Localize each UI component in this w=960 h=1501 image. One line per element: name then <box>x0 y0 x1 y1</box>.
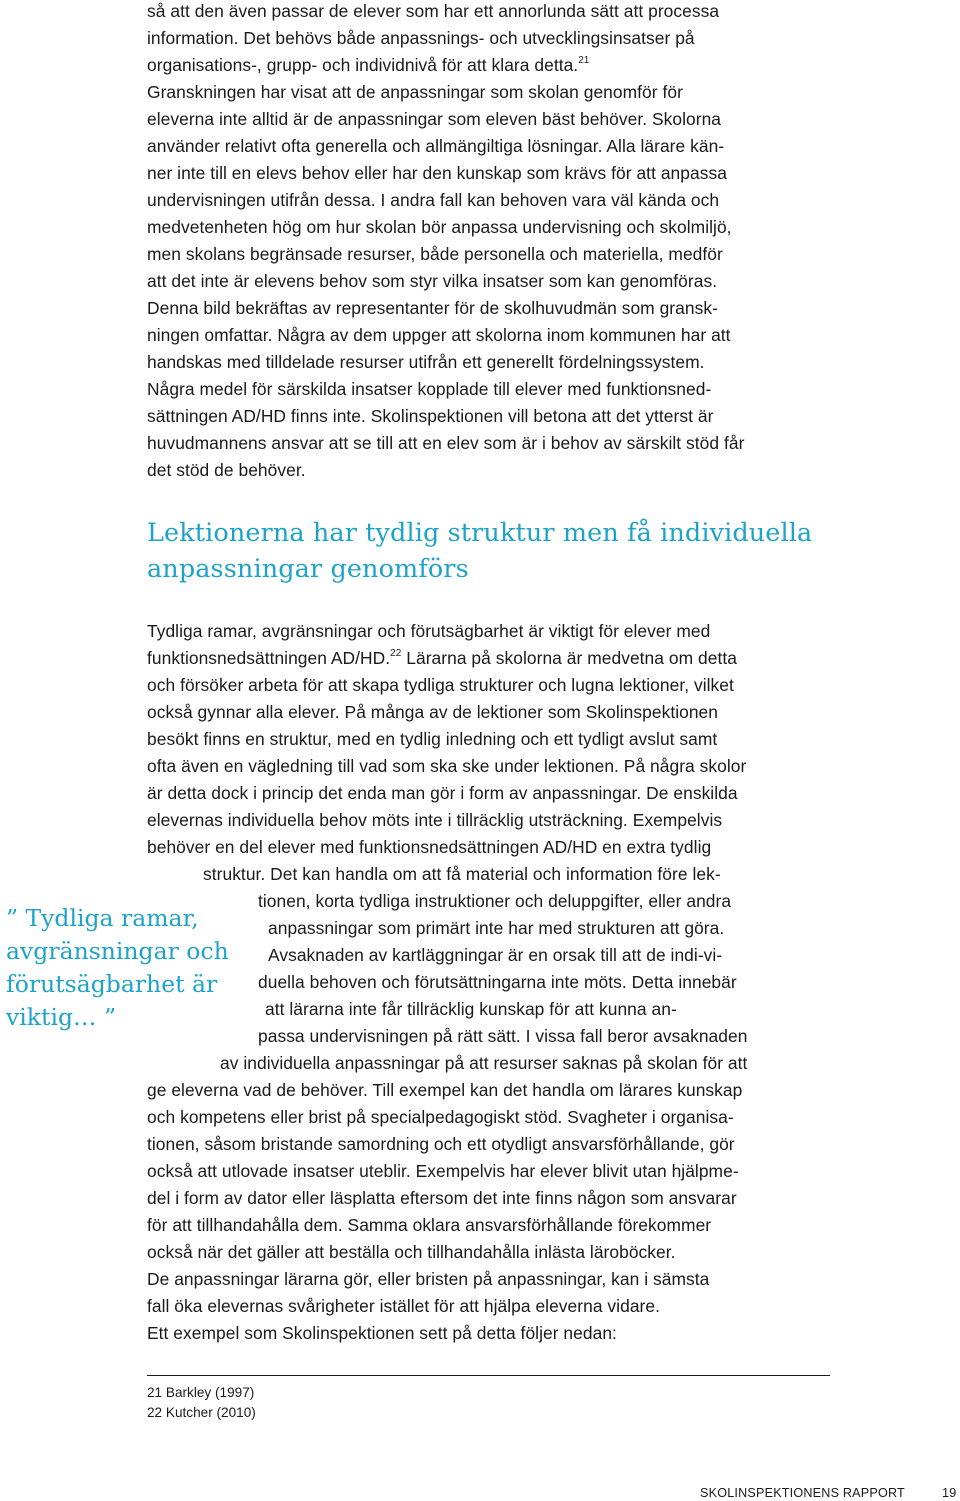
line-text: att lärarna inte får tillräcklig kunskap för att kunna an- <box>265 999 677 1019</box>
line-text: information. Det behövs både anpassnings- och utvecklingsinsatser på <box>147 28 695 48</box>
line-text: använder relativt ofta generella och allmängiltiga lösningar. Alla lärare kän- <box>147 136 725 156</box>
line-text: De anpassningar lärarna gör, eller bristen på anpassningar, kan i sämsta <box>147 1269 710 1289</box>
text-line <box>147 25 695 52</box>
text-line <box>147 457 306 484</box>
pull-quote-line: förutsägbarhet är <box>6 970 218 998</box>
line-text: också när det gäller att beställa och tillhandahålla inlästa läroböcker. <box>147 1242 676 1262</box>
line-text: Ett exempel som Skolinspektionen sett på detta följer nedan: <box>147 1323 617 1343</box>
line-text: Några medel för särskilda insatser kopplade till elever med funktionsned- <box>147 379 712 399</box>
line-text: ofta även en vägledning till vad som ska ske under lektionen. På några skolor <box>147 756 747 776</box>
pull-quote-line: viktig… ” <box>6 1003 117 1031</box>
line-text: fall öka elevernas svårigheter istället för att hjälpa eleverna vidare. <box>147 1296 660 1316</box>
line-text: men skolans begränsade resurser, både personella och materiella, medför <box>147 244 723 264</box>
text-line <box>147 780 738 807</box>
text-line <box>147 1320 617 1347</box>
text-line <box>147 295 718 322</box>
text-line <box>147 403 713 430</box>
text-line <box>147 753 746 780</box>
text-line <box>147 726 717 753</box>
footnote-22: 22 Kutcher (2010) <box>147 1405 256 1420</box>
line-text: och försöker arbeta för att skapa tydliga strukturer och lugna lektioner, vilket <box>147 675 734 695</box>
line-text: är detta dock i princip det enda man gör i form av anpassningar. De enskilda <box>147 783 738 803</box>
text-line <box>147 699 718 726</box>
text-line <box>147 376 711 403</box>
line-text: tionen, såsom bristande samordning och ett otydligt ansvarsförhållande, gör <box>147 1134 735 1154</box>
footnote-ref: 22 <box>390 648 402 660</box>
text-line <box>147 322 731 349</box>
text-line <box>147 1104 734 1131</box>
line-text: anpassningar som primärt inte har med strukturen att göra. <box>268 918 725 938</box>
text-line <box>265 996 677 1023</box>
line-text: sättningen AD/HD finns inte. Skolinspektionen vill betona att det ytterst är <box>147 406 714 426</box>
line-text: besökt finns en struktur, med en tydlig inledning och ett tydligt avslut samt <box>147 729 718 749</box>
text-line <box>147 1077 742 1104</box>
text-line <box>147 1185 737 1212</box>
text-line <box>147 1131 735 1158</box>
footnote-ref: 21 <box>578 55 590 67</box>
text-line <box>147 268 717 295</box>
footnote-divider <box>147 1375 830 1376</box>
line-text: för att tillhandahålla dem. Samma oklara ansvarsförhållande förekommer <box>147 1215 712 1235</box>
text-line <box>147 807 722 834</box>
text-line <box>147 214 732 241</box>
line-text: Denna bild bekräftas av representanter för de skolhuvudmän som gransk- <box>147 298 718 318</box>
text-line <box>258 1023 747 1050</box>
text-line <box>147 52 589 79</box>
line-text: ner inte till en elevs behov eller har den kunskap som krävs för att anpassa <box>147 163 727 183</box>
line-text: och kompetens eller brist på specialpedagogiskt stöd. Svagheter i organisa- <box>147 1107 734 1127</box>
text-line <box>147 645 737 672</box>
text-line <box>258 969 737 996</box>
footer-report-title: SKOLINSPEKTIONENS RAPPORT <box>700 1486 905 1500</box>
line-text: så att den även passar de elever som har ett annorlunda sätt att processa <box>147 1 720 21</box>
line-text: också gynnar alla elever. På många av de lektioner som Skolinspektionen <box>147 702 719 722</box>
text-line <box>147 1212 711 1239</box>
line-text: elevernas individuella behov möts inte i tillräcklig utsträckning. Exempelvis <box>147 810 723 830</box>
text-line <box>268 915 724 942</box>
line-text-cont: Lärarna på skolorna är medvetna om detta <box>401 648 737 668</box>
line-text: del i form av dator eller läsplatta eftersom det inte finns någon som ansvarar <box>147 1188 737 1208</box>
text-line <box>268 942 722 969</box>
text-line <box>220 1050 747 1077</box>
line-text: också att utlovade insatser uteblir. Exempelvis har elever blivit utan hjälpme- <box>147 1161 739 1181</box>
section-heading <box>147 515 867 587</box>
line-text: funktionsnedsättningen AD/HD. <box>147 648 391 668</box>
text-line <box>147 187 719 214</box>
text-line <box>147 672 734 699</box>
line-text: Granskningen har visat att de anpassningar som skolan genomför för <box>147 82 683 102</box>
line-text: struktur. Det kan handla om att få material och information före lek- <box>203 864 721 884</box>
line-text: tionen, korta tydliga instruktioner och deluppgifter, eller andra <box>258 891 732 911</box>
line-text: att det inte är elevens behov som styr vilka insatser som kan genomföras. <box>147 271 718 291</box>
line-text: handskas med tilldelade resurser utifrån ett generellt fördelningssystem. <box>147 352 705 372</box>
line-text: undervisningen utifrån dessa. I andra fall kan behoven vara väl kända och <box>147 190 720 210</box>
text-line <box>147 349 705 376</box>
text-line <box>147 834 711 861</box>
text-line <box>147 1239 676 1266</box>
text-line <box>147 1293 660 1320</box>
text-line <box>147 241 723 268</box>
footer-page-number: 19 <box>942 1486 957 1500</box>
pull-quote <box>6 902 246 1034</box>
text-line <box>203 861 721 888</box>
line-text: passa undervisningen på rätt sätt. I vissa fall beror avsaknaden <box>258 1026 748 1046</box>
text-line <box>147 133 724 160</box>
line-text: ge eleverna vad de behöver. Till exempel kan det handla om lärares kunskap <box>147 1080 743 1100</box>
text-line <box>147 1266 709 1293</box>
heading-line: Lektionerna har tydlig struktur men få individuella <box>147 518 813 548</box>
line-text: av individuella anpassningar på att resurser saknas på skolan för att <box>220 1053 748 1073</box>
line-text: behöver en del elever med funktionsnedsättningen AD/HD en extra tydlig <box>147 837 712 857</box>
line-text: organisations-, grupp- och individnivå för att klara detta. <box>147 55 579 75</box>
text-line <box>147 430 744 457</box>
heading-line: anpassningar genomförs <box>147 554 469 584</box>
line-text: Tydliga ramar, avgränsningar och förutsägbarhet är viktigt för elever med <box>147 621 711 641</box>
footnote-21: 21 Barkley (1997) <box>147 1385 255 1400</box>
line-text: duella behoven och förutsättningarna inte möts. Detta innebär <box>258 972 737 992</box>
line-text: medvetenheten hög om hur skolan bör anpassa undervisning och skolmiljö, <box>147 217 732 237</box>
text-line <box>147 1158 739 1185</box>
text-line <box>147 618 710 645</box>
line-text: eleverna inte alltid är de anpassningar som eleven bäst behöver. Skolorna <box>147 109 722 129</box>
line-text: huvudmannens ansvar att se till att en elev som är i behov av särskilt stöd får <box>147 433 745 453</box>
line-text: ningen omfattar. Några av dem uppger att skolorna inom kommunen har att <box>147 325 731 345</box>
text-line <box>147 106 721 133</box>
line-text: Avsaknaden av kartläggningar är en orsak till att de indi-vi- <box>268 945 723 965</box>
text-line <box>147 160 727 187</box>
pull-quote-line: ” Tydliga ramar, <box>6 904 199 932</box>
text-line <box>147 0 719 25</box>
text-line <box>258 888 731 915</box>
line-text: det stöd de behöver. <box>147 460 306 480</box>
pull-quote-line: avgränsningar och <box>6 937 229 965</box>
text-line <box>147 79 683 106</box>
